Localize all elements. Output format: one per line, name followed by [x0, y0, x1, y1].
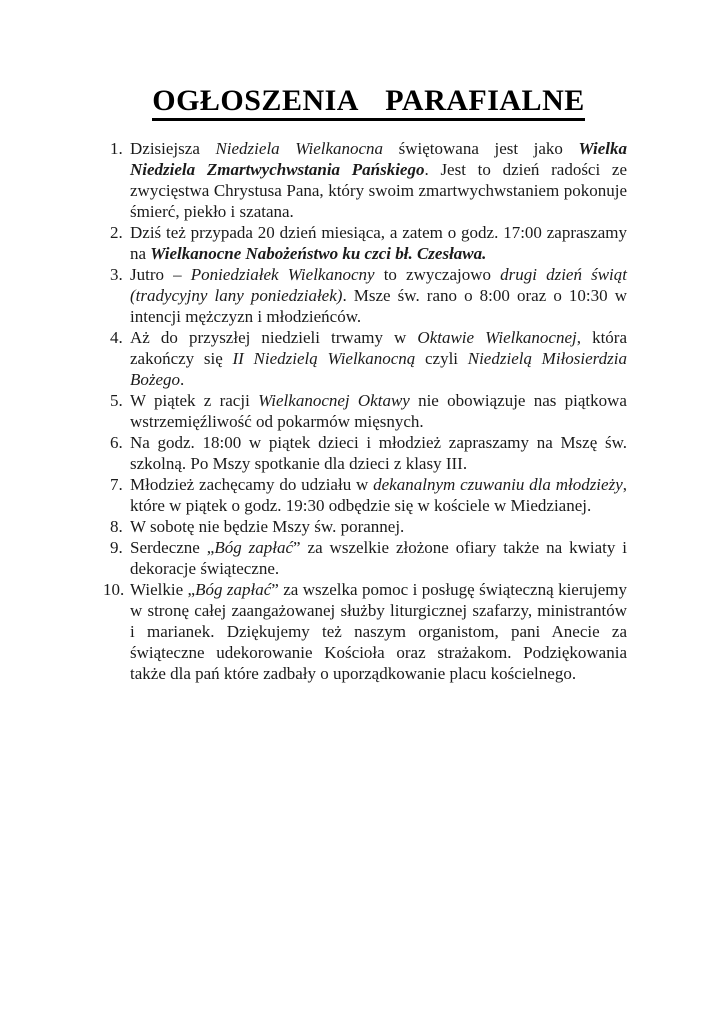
text-run: W piątek z racji: [130, 391, 259, 410]
text-run: świętowana jest jako: [383, 139, 579, 158]
announcement-item: [110, 516, 627, 537]
item-number: 7.: [110, 475, 123, 494]
announcement-item: [110, 390, 627, 432]
page-title-text: OGŁOSZENIA PARAFIALNE: [152, 84, 585, 121]
item-text: [130, 538, 627, 578]
text-run: drugi dzień świąt (tradycyjny lany poniedziałek): [130, 265, 628, 305]
text-run: Niedziela Wielkanocna: [215, 139, 384, 158]
text-run: Dzisiejsza: [130, 139, 216, 158]
item-number: 6.: [110, 433, 123, 452]
announcement-item: [110, 327, 627, 390]
text-run: W sobotę nie będzie Mszy św. porannej.: [130, 517, 405, 536]
item-text: [130, 328, 627, 389]
announcement-item: [110, 474, 627, 516]
announcements-list: [103, 138, 628, 684]
text-run: .: [180, 370, 185, 389]
announcement-item: [110, 432, 627, 474]
announcement-item: [110, 537, 627, 579]
item-text: [130, 223, 627, 263]
item-number: 1.: [110, 139, 123, 158]
item-number: 8.: [110, 517, 123, 536]
announcement-item: [103, 579, 627, 684]
announcement-item: [110, 264, 627, 327]
text-run: Aż do przyszłej niedzieli trwamy w: [130, 328, 418, 347]
item-number: 10.: [103, 580, 125, 599]
text-run: dekanalnym czuwaniu dla młodzieży: [373, 475, 623, 494]
announcement-item: [110, 222, 627, 264]
item-number: 3.: [110, 265, 123, 284]
item-text: [130, 433, 627, 473]
item-text: [130, 391, 627, 431]
text-run: nie obowiązuje nas piątkowa wstrzemięźliwość od pokarmów mięsnych.: [130, 391, 627, 431]
item-text: [130, 475, 627, 515]
page-title: [110, 84, 627, 121]
text-run: Poniedziałek Wielkanocny: [190, 265, 375, 284]
item-number: 2.: [110, 223, 123, 242]
text-run: II Niedzielą Wielkanocną: [232, 349, 416, 368]
text-run: Wielkanocne Nabożeństwo ku czci bł. Czesława.: [150, 244, 487, 263]
text-run: Wielka Niedziela Zmartwychwstania Pańskiego: [130, 139, 627, 179]
item-number: 4.: [110, 328, 123, 347]
text-run: Bóg zapłać: [214, 538, 294, 557]
item-number: 5.: [110, 391, 123, 410]
text-run: . Msze św. rano o 8:00 oraz o 10:30 w intencji mężczyzn i młodzieńców.: [130, 286, 627, 326]
text-run: ” za wszelkie złożone ofiary także na kwiaty i dekoracje świąteczne.: [130, 538, 627, 578]
text-run: ” za wszelka pomoc i posługę świąteczną kierujemy w stronę całej zaangażowanej służby liturgicznej szafarzy, ministrantów i marianek. Dziękujemy też naszym organistom, pani Anecie za świąteczne udekorowanie Kościoła oraz strażakom. Podziękowania także dla pań które zadbały o uporządkowanie placu kościelnego.: [130, 580, 627, 683]
text-run: Bóg zapłać: [195, 580, 272, 599]
text-run: Serdeczne „: [130, 538, 215, 557]
item-text: [130, 517, 404, 536]
text-run: Wielkie „: [130, 580, 196, 599]
text-run: Młodzież zachęcamy do udziału w: [130, 475, 374, 494]
text-run: Jutro –: [130, 265, 191, 284]
text-run: , które w piątek o godz. 19:30 odbędzie się w kościele w Miedzianej.: [130, 475, 627, 515]
text-run: Oktawie Wielkanocnej: [417, 328, 577, 347]
item-number: 9.: [110, 538, 123, 557]
announcement-item: [110, 138, 627, 222]
text-run: , która zakończy się: [130, 328, 627, 368]
text-run: czyli: [415, 349, 468, 368]
text-run: Wielkanocnej Oktawy: [258, 391, 410, 410]
text-run: Niedzielą Miłosierdzia Bożego: [130, 349, 627, 389]
item-text: [130, 580, 627, 683]
text-run: Na godz. 18:00 w piątek dzieci i młodzież zapraszamy na Mszę św. szkolną. Po Mszy spotkanie dla dzieci z klasy III.: [130, 433, 627, 473]
text-run: to zwyczajowo: [374, 265, 501, 284]
text-run: Dziś też przypada 20 dzień miesiąca, a zatem o godz. 17:00 zapraszamy na: [130, 223, 627, 263]
text-run: . Jest to dzień radości ze zwycięstwa Chrystusa Pana, który swoim zmartwychwstaniem pokonuje śmierć, piekło i szatana.: [130, 160, 628, 221]
item-text: [130, 139, 627, 221]
item-text: [130, 265, 627, 326]
